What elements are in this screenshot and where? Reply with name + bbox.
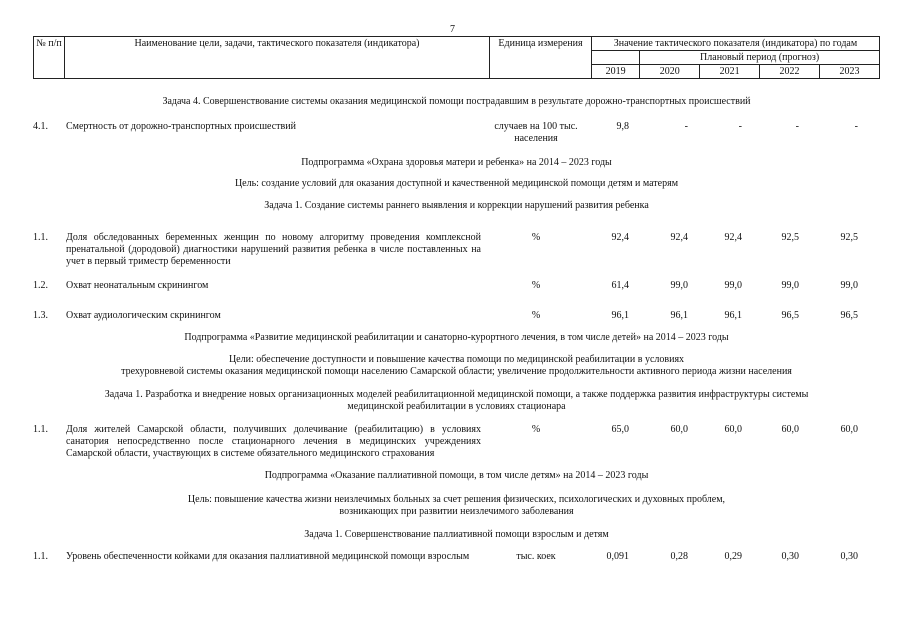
header-year: 2022 <box>760 65 820 79</box>
row-value: 0,091 <box>606 551 629 562</box>
header-col-values: Значение тактического показателя (индикатора) по годам <box>592 37 880 51</box>
task-title: Задача 1. Совершенствование паллиативной помощи взрослым и детям <box>304 529 609 540</box>
header-col-num: № п/п <box>34 37 65 79</box>
header-col-unit: Единица измерения <box>490 37 592 79</box>
row-number: 1.2. <box>33 280 48 291</box>
row-number: 1.1. <box>33 551 48 562</box>
header-col-name: Наименование цели, задачи, тактического показателя (индикатора) <box>65 37 490 79</box>
row-name: Охват неонатальным скринингом <box>66 280 209 291</box>
row-name: Доля обследованных беременных женщин по новому алгоритму проведения комплексной пренатальной (дородовой) диагностики нарушений развития ребенка в числе поставленных на учет в первый триместр беременности <box>66 232 481 267</box>
row-value: 60,0 <box>840 424 858 435</box>
row-unit: случаев на 100 тыс. населения <box>494 121 578 144</box>
subprogram-title: Подпрограмма «Оказание паллиативной помощи, в том числе детям» на 2014 – 2023 годы <box>264 470 649 481</box>
task-title: медицинской реабилитации в условиях стационара <box>347 401 566 412</box>
row-value: 65,0 <box>611 424 629 435</box>
row-unit: тыс. коек <box>516 551 556 562</box>
row-value: 99,0 <box>724 280 742 291</box>
row-value: 96,5 <box>781 310 799 321</box>
row-value: 92,5 <box>840 232 858 243</box>
header-year: 2020 <box>640 65 700 79</box>
row-unit: % <box>531 280 541 291</box>
row-value: 96,1 <box>724 310 742 321</box>
row-value: 0,28 <box>670 551 688 562</box>
row-value: 99,0 <box>781 280 799 291</box>
row-unit: % <box>531 232 541 243</box>
row-value: 0,29 <box>724 551 742 562</box>
row-value: 96,1 <box>611 310 629 321</box>
page-number: 7 <box>450 24 455 35</box>
header-planned: Плановый период (прогноз) <box>640 51 880 65</box>
row-name: Смертность от дорожно-транспортных происшествий <box>66 121 296 132</box>
row-name: Охват аудиологическим скринингом <box>66 310 221 321</box>
table-header <box>33 36 880 79</box>
row-value: 92,4 <box>670 232 688 243</box>
row-value: 60,0 <box>781 424 799 435</box>
row-value: 60,0 <box>724 424 742 435</box>
subprogram-goal: Цель: создание условий для оказания доступной и качественной медицинской помощи детям и матерям <box>234 178 679 189</box>
row-value: 0,30 <box>781 551 799 562</box>
header-year: 2019 <box>592 65 640 79</box>
subprogram-goal: трехуровневой системы оказания медицинской помощи населению Самарской области; увеличение продолжительности активного периода жизни населения <box>121 366 792 377</box>
row-unit: % <box>531 310 541 321</box>
subprogram-goal: Цель: повышение качества жизни неизлечимых больных за счет решения физических, психологических и духовных проблем, <box>187 494 726 505</box>
row-name: Доля жителей Самарской области, получивших долечивание (реабилитацию) в условиях санатория непосредственно после стационарного лечения в медицинских учреждениях Самарской области, участвующих в системе обязательного медицинского страхования <box>66 424 481 459</box>
row-value: 96,5 <box>840 310 858 321</box>
row-value: 9,8 <box>616 121 629 132</box>
row-value: 99,0 <box>670 280 688 291</box>
task-title: Задача 1. Создание системы раннего выявления и коррекции нарушений развития ребенка <box>264 200 649 211</box>
row-number: 1.1. <box>33 232 48 243</box>
subprogram-goal: Цели: обеспечение доступности и повышение качества помощи по медицинской реабилитации в условиях <box>228 354 685 365</box>
row-value: - <box>854 121 858 132</box>
subprogram-title: Подпрограмма «Охрана здоровья матери и ребенка» на 2014 – 2023 годы <box>301 157 612 168</box>
header-year: 2023 <box>819 65 879 79</box>
header-year: 2021 <box>700 65 760 79</box>
row-name: Уровень обеспеченности койками для оказания паллиативной медицинской помощи взрослым <box>66 551 470 562</box>
row-value: 92,4 <box>724 232 742 243</box>
row-value: 92,4 <box>611 232 629 243</box>
row-number: 1.1. <box>33 424 48 435</box>
row-value: - <box>738 121 742 132</box>
task-title: Задача 1. Разработка и внедрение новых организационных моделей реабилитационной медицинской помощи, а также поддержка развития инфраструктуры системы <box>104 389 809 400</box>
row-value: 92,5 <box>781 232 799 243</box>
task-title: Задача 4. Совершенствование системы оказания медицинской помощи пострадавшим в результате дорожно-транспортных происшествий <box>162 96 751 107</box>
row-unit: % <box>531 424 541 435</box>
row-value: - <box>684 121 688 132</box>
row-number: 4.1. <box>33 121 48 132</box>
row-value: 60,0 <box>670 424 688 435</box>
subprogram-goal: возникающих при развитии неизлечимого заболевания <box>339 506 574 517</box>
row-value: - <box>795 121 799 132</box>
row-number: 1.3. <box>33 310 48 321</box>
row-value: 0,30 <box>840 551 858 562</box>
row-value: 61,4 <box>611 280 629 291</box>
row-value: 96,1 <box>670 310 688 321</box>
subprogram-title: Подпрограмма «Развитие медицинской реабилитации и санаторно-курортного лечения, в том числе детей» на 2014 – 2023 годы <box>184 332 729 343</box>
row-value: 99,0 <box>840 280 858 291</box>
